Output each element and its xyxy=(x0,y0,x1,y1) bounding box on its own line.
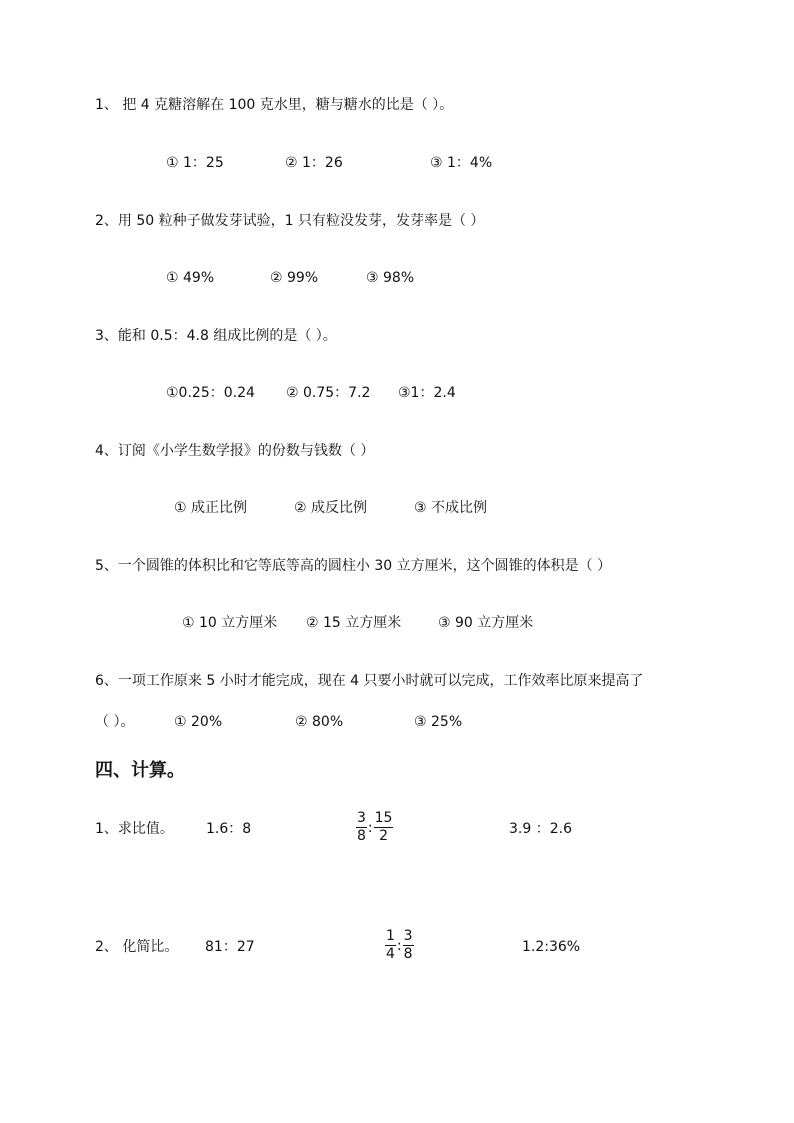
question-5-option-a: ① 10 立方厘米 xyxy=(182,615,278,631)
question-5-option-c: ③ 90 立方厘米 xyxy=(438,615,534,631)
question-4-option-a: ① 成正比例 xyxy=(174,500,248,516)
question-4-option-c: ③ 不成比例 xyxy=(414,500,488,516)
calc-2-expr-a: 81：27 xyxy=(205,939,255,955)
calc-1-label: 1、求比值。 xyxy=(95,821,174,837)
question-6-option-a: ① 20% xyxy=(174,714,223,730)
fraction xyxy=(385,928,396,963)
ratio-colon: : xyxy=(367,819,373,836)
question-5-option-b: ② 15 立方厘米 xyxy=(306,615,402,631)
fraction xyxy=(403,928,414,963)
question-6-option-b: ② 80% xyxy=(295,714,344,730)
calc-2-expr-c: 1.2:36% xyxy=(522,939,581,955)
numerator: 1 xyxy=(386,928,395,944)
denominator: 2 xyxy=(379,828,389,844)
question-6-blank: （ ）。 xyxy=(95,714,135,730)
question-2-text: 2、用 50 粒种子做发芽试验，1 只有粒没发芽，发芽率是（ ） xyxy=(95,213,485,229)
denominator: 4 xyxy=(386,946,395,962)
calc-1-expr-c: 3.9 ：2.6 xyxy=(509,821,572,837)
denominator: 8 xyxy=(357,828,366,844)
question-4-option-b: ② 成反比例 xyxy=(294,500,368,516)
question-1-text: 1、 把 4 克糖溶解在 100 克水里，糖与糖水的比是（ ）。 xyxy=(95,97,454,113)
question-4-text: 4、订阅《小学生数学报》的份数与钱数（ ） xyxy=(95,443,375,459)
calc-1-expr-a: 1.6：8 xyxy=(206,821,252,837)
numerator: 3 xyxy=(357,810,366,826)
question-6-option-c: ③ 25% xyxy=(414,714,463,730)
question-6-text: 6、一项工作原来 5 小时才能完成，现在 4 只要小时就可以完成，工作效率比原来提高了 xyxy=(95,673,644,689)
calc-2-label: 2、 化简比。 xyxy=(95,939,179,955)
fraction xyxy=(374,810,394,845)
calc-2-fraction-ratio xyxy=(385,928,414,963)
question-2-option-a: ① 49% xyxy=(166,270,215,286)
question-2-option-c: ③ 98% xyxy=(366,270,415,286)
question-1-option-a: ① 1：25 xyxy=(166,155,224,171)
denominator: 8 xyxy=(403,946,413,962)
ratio-colon: : xyxy=(396,937,402,954)
calc-1-fraction-ratio xyxy=(356,810,393,845)
question-3-option-a: ①0.25：0.24 xyxy=(166,385,255,401)
numerator: 15 xyxy=(374,810,393,826)
question-3-option-c: ③1：2.4 xyxy=(398,385,456,401)
question-3-option-b: ② 0.75：7.2 xyxy=(286,385,371,401)
numerator: 3 xyxy=(403,928,413,944)
question-1-option-c: ③ 1：4% xyxy=(430,155,493,171)
fraction xyxy=(356,810,367,845)
section-heading: 四、计算。 xyxy=(95,760,185,781)
question-2-option-b: ② 99% xyxy=(270,270,319,286)
question-3-text: 3、能和 0.5：4.8 组成比例的是（ ）。 xyxy=(95,328,337,344)
question-5-text: 5、一个圆锥的体积比和它等底等高的圆柱小 30 立方厘米，这个圆锥的体积是（ ） xyxy=(95,558,612,574)
question-1-option-b: ② 1：26 xyxy=(285,155,343,171)
